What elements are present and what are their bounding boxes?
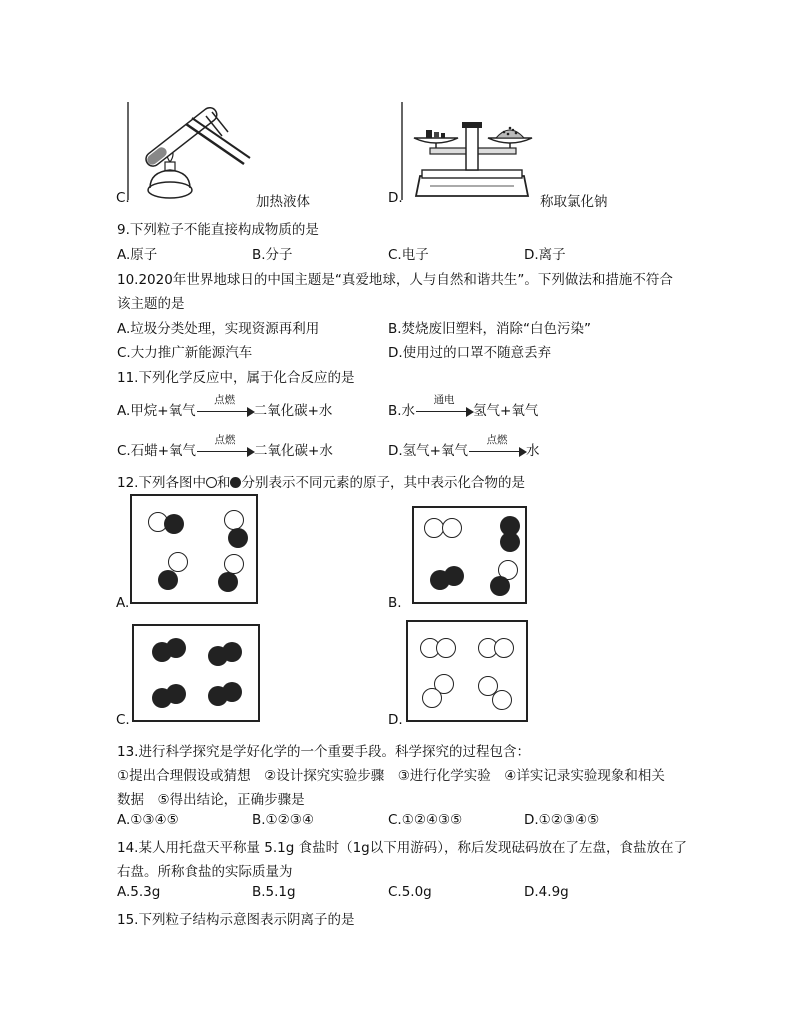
q9-stem: 9.下列粒子不能直接构成物质的是 xyxy=(117,222,319,238)
q11-b-products: 氢气+氧气 xyxy=(473,403,539,419)
q12-label-c: C. xyxy=(116,712,130,728)
q11-option-b xyxy=(388,394,539,419)
q10-stem-line2: 该主题的是 xyxy=(117,296,185,312)
q11-d-reactants: D.氢气+氧气 xyxy=(388,443,468,459)
q11-d-products: 水 xyxy=(526,443,540,459)
q9-option-b: B.分子 xyxy=(252,247,293,263)
q10-option-d: D.使用过的口罩不随意丢弃 xyxy=(388,345,552,361)
q9-option-c: C.电子 xyxy=(388,247,429,263)
reaction-arrow xyxy=(416,394,472,418)
q15-stem: 15.下列粒子结构示意图表示阴离子的是 xyxy=(117,912,355,928)
q12-diagram-a xyxy=(130,494,258,604)
q10-option-b: B.焚烧废旧塑料，消除“白色污染” xyxy=(388,321,592,337)
q11-b-reactants: B.水 xyxy=(388,403,416,419)
q11-option-d xyxy=(388,434,540,459)
q12-diagram-d xyxy=(406,620,528,722)
q10-option-a: A.垃圾分类处理，实现资源再利用 xyxy=(117,321,320,337)
q12-diagram-c xyxy=(132,624,260,722)
q13-stem: 13.进行科学探究是学好化学的一个重要手段。科学探究的过程包含： xyxy=(117,744,530,760)
reaction-arrow xyxy=(197,434,253,458)
q13-option-c: C.①②④③⑤ xyxy=(388,812,463,828)
q11-a-reactants: A.甲烷+氧气 xyxy=(117,403,196,419)
q11-b-condition: 通电 xyxy=(433,394,455,406)
q9-option-a: A.原子 xyxy=(117,247,158,263)
q13-steps-line1: ①提出合理假设或猜想 ②设计探究实验步骤 ③进行化学实验 ④详实记录实验现象和相关 xyxy=(117,768,665,784)
q12-stem-post: 分别表示不同元素的原子，其中表示化合物的是 xyxy=(241,475,525,491)
q14-stem-line2: 右盘。所称食盐的实际质量为 xyxy=(117,864,293,880)
q13-option-d: D.①②③④⑤ xyxy=(524,812,600,828)
q12-stem-and: 和 xyxy=(216,475,231,491)
q13-option-a: A.①③④⑤ xyxy=(117,812,179,828)
q11-option-c xyxy=(117,434,333,459)
q12-label-a: A. xyxy=(116,595,130,611)
q12-stem xyxy=(117,471,525,491)
q11-c-reactants: C.石蜡+氧气 xyxy=(117,443,197,459)
q11-a-products: 二氧化碳+水 xyxy=(253,403,333,419)
balance-image xyxy=(400,102,540,202)
q8-d-caption: 称取氯化钠 xyxy=(540,194,608,210)
q14-option-c: C.5.0g xyxy=(388,884,432,900)
black-atom-icon xyxy=(230,477,241,488)
q12-label-b: B. xyxy=(388,595,402,611)
q8-d-label: D. xyxy=(388,190,403,206)
q14-stem-line1: 14.某人用托盘天平称量 5.1g 食盐时（1g以下用游码），称后发现砝码放在了左盘，食盐放在了 xyxy=(117,840,687,856)
q10-option-c: C.大力推广新能源汽车 xyxy=(117,345,253,361)
q8-c-label: C. xyxy=(116,190,130,206)
q11-c-products: 二氧化碳+水 xyxy=(254,443,333,459)
q14-option-d: D.4.9g xyxy=(524,884,569,900)
q11-d-condition: 点燃 xyxy=(486,434,508,446)
q11-a-condition: 点燃 xyxy=(214,394,236,406)
reaction-arrow xyxy=(469,434,525,458)
q12-diagram-b xyxy=(412,506,527,604)
q13-option-b: B.①②③④ xyxy=(252,812,314,828)
q13-steps-line2: 数据 ⑤得出结论，正确步骤是 xyxy=(117,792,305,808)
q8-c-caption: 加热液体 xyxy=(256,194,310,210)
q14-option-b: B.5.1g xyxy=(252,884,296,900)
q14-option-a: A.5.3g xyxy=(117,884,161,900)
q10-stem-line1: 10.2020年世界地球日的中国主题是“真爱地球，人与自然和谐共生”。下列做法和措施不符合 xyxy=(117,272,673,288)
q12-label-d: D. xyxy=(388,712,403,728)
reaction-arrow xyxy=(197,394,253,418)
white-atom-icon xyxy=(206,477,217,488)
q12-stem-pre: 12.下列各图中 xyxy=(117,475,206,491)
q11-c-condition: 点燃 xyxy=(214,434,236,446)
q11-option-a xyxy=(117,394,333,419)
heating-liquid-image xyxy=(126,102,256,202)
q11-stem: 11.下列化学反应中，属于化合反应的是 xyxy=(117,370,355,386)
q9-option-d: D.离子 xyxy=(524,247,566,263)
